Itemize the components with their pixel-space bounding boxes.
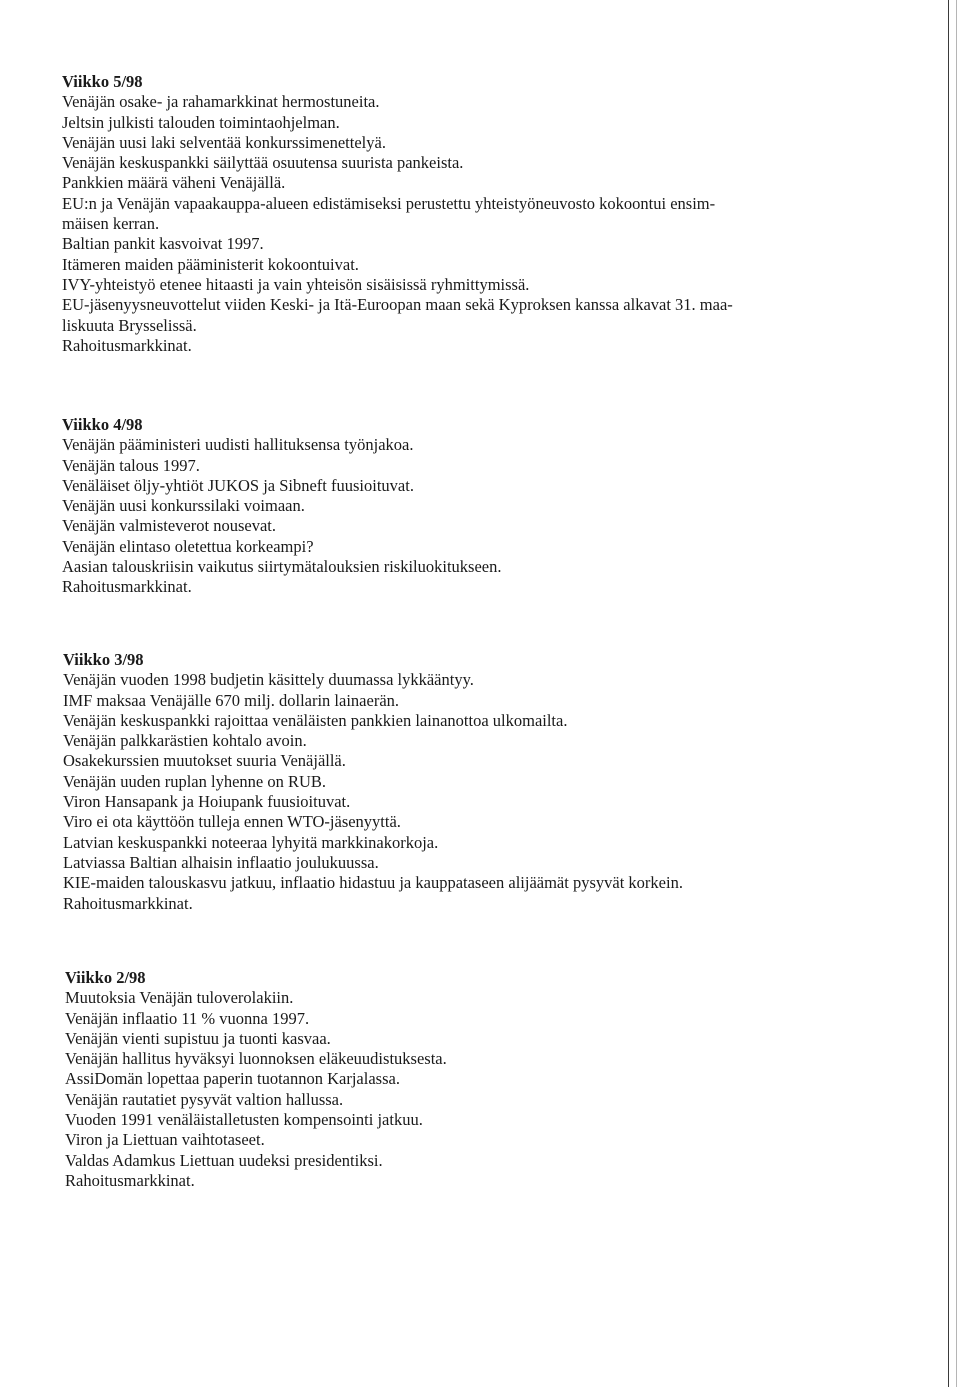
week-section-3-98 (63, 650, 960, 914)
news-headline: Venäjän inflaatio 11 % vuonna 1997. (65, 1008, 310, 1028)
news-headline: Latviassa Baltian alhaisin inflaatio joulukuussa. (63, 852, 379, 872)
news-headline: Venäjän elintaso oletettua korkeampi? (62, 536, 314, 556)
week-section-4-98 (62, 415, 960, 598)
news-headline: Vuoden 1991 venäläistalletusten kompensointi jatkuu. (65, 1110, 423, 1130)
news-headline: Itämeren maiden pääministerit kokoontuivat. (62, 254, 359, 274)
news-headline: Venäjän hallitus hyväksyi luonnoksen eläkeuudistuksesta. (65, 1049, 447, 1069)
news-headline: Osakekurssien muutokset suuria Venäjällä. (63, 751, 346, 771)
news-headline: Venäjän keskuspankki rajoittaa venäläisten pankkien lainanottoa ulkomailta. (63, 710, 568, 730)
news-headline: Muutoksia Venäjän tuloverolakiin. (65, 988, 294, 1008)
news-headline: EU:n ja Venäjän vapaakauppa-alueen edistämiseksi perustettu yhteistyöneuvosto kokoontui ensim- (62, 193, 716, 213)
news-headline: Venäjän palkkarästien kohtalo avoin. (63, 731, 307, 751)
news-headline: Valdas Adamkus Liettuan uudeksi presidentiksi. (65, 1150, 383, 1170)
news-headline: Venäjän valmisteverot nousevat. (62, 516, 276, 536)
news-headline: Rahoitusmarkkinat. (65, 1170, 195, 1190)
section-heading: Viikko 3/98 (63, 650, 144, 669)
section-heading: Viikko 4/98 (62, 415, 143, 434)
news-headline: Venäjän uuden ruplan lyhenne on RUB. (63, 771, 327, 791)
news-headline: AssiDomän lopettaa paperin tuotannon Karjalassa. (65, 1069, 400, 1089)
news-headline: liskuuta Brysselissä. (62, 315, 197, 335)
news-headline: Venäjän talous 1997. (62, 455, 200, 475)
section-heading: Viikko 5/98 (62, 72, 143, 91)
news-headline: Pankkien määrä väheni Venäjällä. (62, 173, 286, 193)
news-headline: Viron Hansapank ja Hoiupank fuusioituvat. (63, 792, 351, 812)
week-section-5-98 (62, 72, 960, 356)
news-headline: Rahoitusmarkkinat. (62, 335, 192, 355)
news-headline: Venäjän vienti supistuu ja tuonti kasvaa. (65, 1028, 331, 1048)
news-headline: Rahoitusmarkkinat. (62, 577, 192, 597)
news-headline: Baltian pankit kasvoivat 1997. (62, 234, 264, 254)
news-headline: Venäjän rautatiet pysyvät valtion hallussa. (65, 1089, 344, 1109)
news-headline: Venäjän keskuspankki säilyttää osuutensa suurista pankeista. (62, 153, 464, 173)
week-section-2-98 (65, 968, 960, 1191)
news-headline: Venäläiset öljy-yhtiöt JUKOS ja Sibneft fuusioituvat. (62, 475, 414, 495)
news-headline: Venäjän vuoden 1998 budjetin käsittely duumassa lykkääntyy. (63, 670, 474, 690)
news-headline: IVY-yhteistyö etenee hitaasti ja vain yhteisön sisäisissä ryhmittymissä. (62, 274, 530, 294)
news-headline: Jeltsin julkisti talouden toimintaohjelman. (62, 112, 340, 132)
news-headline: Viro ei ota käyttöön tulleja ennen WTO-jäsenyyttä. (63, 812, 401, 832)
news-headline: mäisen kerran. (62, 214, 160, 234)
news-headline: KIE-maiden talouskasvu jatkuu, inflaatio hidastuu ja kauppataseen alijäämät pysyvät korkein. (63, 873, 683, 893)
news-headline: Rahoitusmarkkinat. (63, 893, 193, 913)
news-headline: EU-jäsenyysneuvottelut viiden Keski- ja Itä-Euroopan maan sekä Kyproksen kanssa alkavat 31. maa- (62, 295, 733, 315)
news-headline: Viron ja Liettuan vaihtotaseet. (65, 1130, 265, 1150)
news-headline: Venäjän pääministeri uudisti hallituksensa työnjakoa. (62, 435, 414, 455)
news-headline: IMF maksaa Venäjälle 670 milj. dollarin lainaerän. (63, 690, 400, 710)
news-headline: Latvian keskuspankki noteeraa lyhyitä markkinakorkoja. (63, 832, 439, 852)
section-heading: Viikko 2/98 (65, 968, 146, 987)
news-headline: Venäjän osake- ja rahamarkkinat hermostuneita. (62, 92, 380, 112)
news-headline: Aasian talouskriisin vaikutus siirtymätalouksien riskiluokitukseen. (62, 557, 502, 577)
news-headline: Venäjän uusi konkurssilaki voimaan. (62, 496, 305, 516)
news-headline: Venäjän uusi laki selventää konkurssimenettelyä. (62, 132, 386, 152)
